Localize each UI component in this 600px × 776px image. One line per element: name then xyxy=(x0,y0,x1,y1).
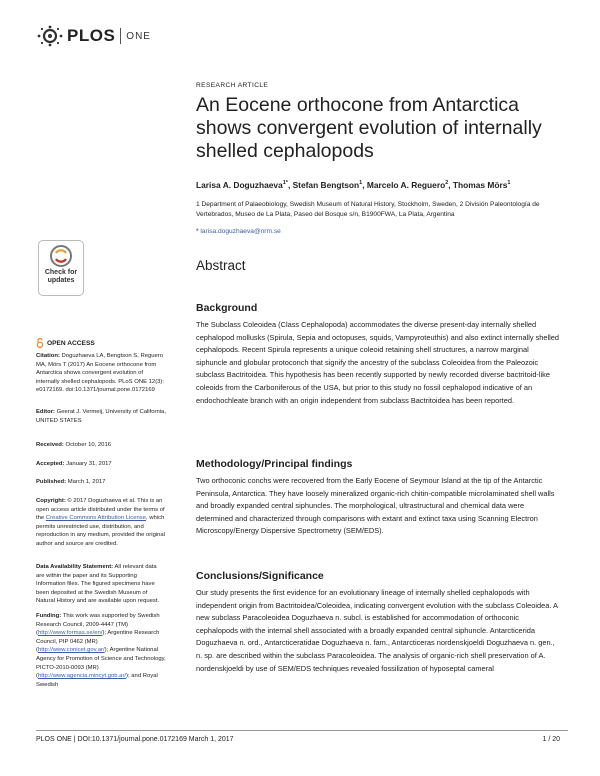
open-lock-icon xyxy=(36,338,44,348)
check-updates-icon xyxy=(50,245,72,267)
section-heading-methodology: Methodology/Principal findings xyxy=(196,458,353,470)
article-title: An Eocene orthocone from Antarctica shows convergent evolution of internally shelled cephalopods xyxy=(196,94,542,162)
data-availability: Data Availability Statement: All relevant data are within the paper and its Supporting Information files. The figured specimens have been deposited at the Swedish Museum of Natural History and are available upon request. xyxy=(36,564,160,605)
check-updates-label: Check for updates xyxy=(44,269,78,284)
author-name[interactable]: Larisa A. Doguzhaeva xyxy=(196,180,283,190)
received-date: Received: October 10, 2016 xyxy=(36,442,112,448)
section-body-background: The Subclass Coleoidea (Class Cephalopoda) accommodates the diverse present-day internally shelled cephalopod mollusks (Spirula, Sepia and octopuses, squids, Vampyroteuthis) and also extinct internally shelled cephalopods. Recent Spirula represents a unique coleoid retaining shell structures, a narrow marginal siphuncle and globular protoconch that signify the ancestry of the subclass Coleoidea from the Paleozoic subclass Bactritoidea. This hypothesis has been recently supported by newly recorded diverse bactritoid-like coleoids from the Carboniferous of the USA, but prior to this study no fossil cephalopod indicative of an endochochleate branch with an origin independent from subclass Bactritoidea has been reported. xyxy=(196,320,560,405)
funding-link[interactable]: http://www.conicet.gov.ar/ xyxy=(37,647,105,654)
email-link[interactable]: larisa.doguzhaeva@nrm.se xyxy=(200,228,281,235)
author-affil: 1 xyxy=(507,180,511,187)
citation: Citation: Doguzhaeva LA, Bengtson S, Reguero MA, Mörs T (2017) An Eocene orthocone from Antarctica shows convergent evolution of internally shelled cephalopods. PLoS ONE 12(3): e0172169. doi:10.1371/journal.pone.0172169 xyxy=(36,353,165,394)
copyright: Copyright: © 2017 Doguzhaeva et al. This is an open access article distributed under the terms of the Creative Commons Attribution License, which permits unrestricted use, distribution, and reproduction in any medium, provided the original author and source are credited. xyxy=(36,498,166,547)
open-access xyxy=(36,338,95,348)
author-name[interactable]: Marcelo A. Reguero xyxy=(366,180,446,190)
logo-word: PLOS xyxy=(67,26,116,45)
section-heading-conclusions: Conclusions/Significance xyxy=(196,570,324,582)
plos-logo-icon xyxy=(36,25,64,47)
section-body-conclusions: Our study presents the first evidence for an evolutionary lineage of internally shelled cephalopods with independent origin from Bactritoidea/Coleoidea, indicating convergent evolution with the subclass Coleoidea. A new subclass Paracoleoidea Doguzhaeva n. subcl. is established for accommodation of orthoconic cephalopods with the internal shell associated with a broadly expanded central siphuncle. Antarcticerida Doguzhaeva n. ord., Antarcticeratidae Doguzhaeva n. fam., Antarcticeras nordenskjoeldi Doguzhaeva n. gen., n. sp. are described within the subclass Paracoleoidea. The analysis of organic-rich shell preservation of A. nordenskjoeldi by use of SEM/EDS techniques revealed fossilization of hyposeptal cameral xyxy=(196,588,558,673)
published-date: Published: March 1, 2017 xyxy=(36,479,106,485)
funding-link[interactable]: http://www.agencia.mincyt.gob.ar/ xyxy=(37,673,127,680)
author-affil: 1* xyxy=(282,180,288,187)
funding: Funding: This work was supported by Swedish Research Council, 2009-4447 (TM) (http://www.formas.se/en/); Argentine Research Council, PIP 0462 (MR) (http://www.conicet.gov.ar/); Argentine National Agency for Promotion of Science and Technology, PICTO-2010-0093 (MR) (http://www.agencia.mincyt.gob.ar/); and Royal Swedish xyxy=(36,613,166,688)
funding-link[interactable]: http://www.formas.se/en/ xyxy=(37,630,103,637)
journal-logo xyxy=(36,24,151,48)
abstract-heading: Abstract xyxy=(196,258,246,273)
affiliations: 1 Department of Palaeobiology, Swedish Museum of Natural History, Stockholm, Sweden, 2 División Paleontología de Vertebrados, Museo de La Plata, Paseo del Bosque s/n, B1900FWA, La Plata, Argentina xyxy=(196,201,540,218)
author-name[interactable]: Stefan Bengtson xyxy=(292,180,360,190)
page-number: 1 / 20 xyxy=(542,736,560,743)
accepted-date: Accepted: January 31, 2017 xyxy=(36,461,112,467)
check-for-updates-badge[interactable] xyxy=(38,240,84,296)
author-list: Larisa A. Doguzhaeva$^{1*}$, Stefan Bengtson$^1$, Marcelo A. Reguero$^2$, Thomas Mörs$^1$ xyxy=(196,180,511,190)
author-name[interactable]: Thomas Mörs xyxy=(452,180,508,190)
license-link[interactable]: Creative Commons Attribution License xyxy=(45,515,147,522)
footer-divider xyxy=(36,730,568,731)
open-access-label: OPEN ACCESS xyxy=(47,339,95,347)
author-affil: 1 xyxy=(359,180,363,187)
author-affil: 2 xyxy=(445,180,449,187)
logo-divider xyxy=(120,28,121,44)
editor: Editor: Geerat J. Vermeij, University of California, UNITED STATES xyxy=(36,409,166,424)
article-type: RESEARCH ARTICLE xyxy=(196,82,269,89)
footer-citation: PLOS ONE | DOI:10.1371/journal.pone.0172169 March 1, 2017 xyxy=(36,736,234,743)
section-heading-background: Background xyxy=(196,302,258,314)
corresponding-email xyxy=(196,228,281,235)
logo-journal: ONE xyxy=(126,30,151,42)
section-body-methodology: Two orthoconic conchs were recovered from the Early Eocene of Seymour Island at the tip of the Antarctic Peninsula, Antarctica. They have loosely mineralized organic-rich chitin-compatible microlaminated shell walls and broadly expanded central siphuncles. The morphological, ultrastructural and chemical data were determined and characterized through comparisons with extant and extinct taxa using Scanning Electron Microscopy/Energy Dispersive Spectrometry (SEM/EDS). xyxy=(196,476,555,536)
email-star: * xyxy=(196,228,199,235)
